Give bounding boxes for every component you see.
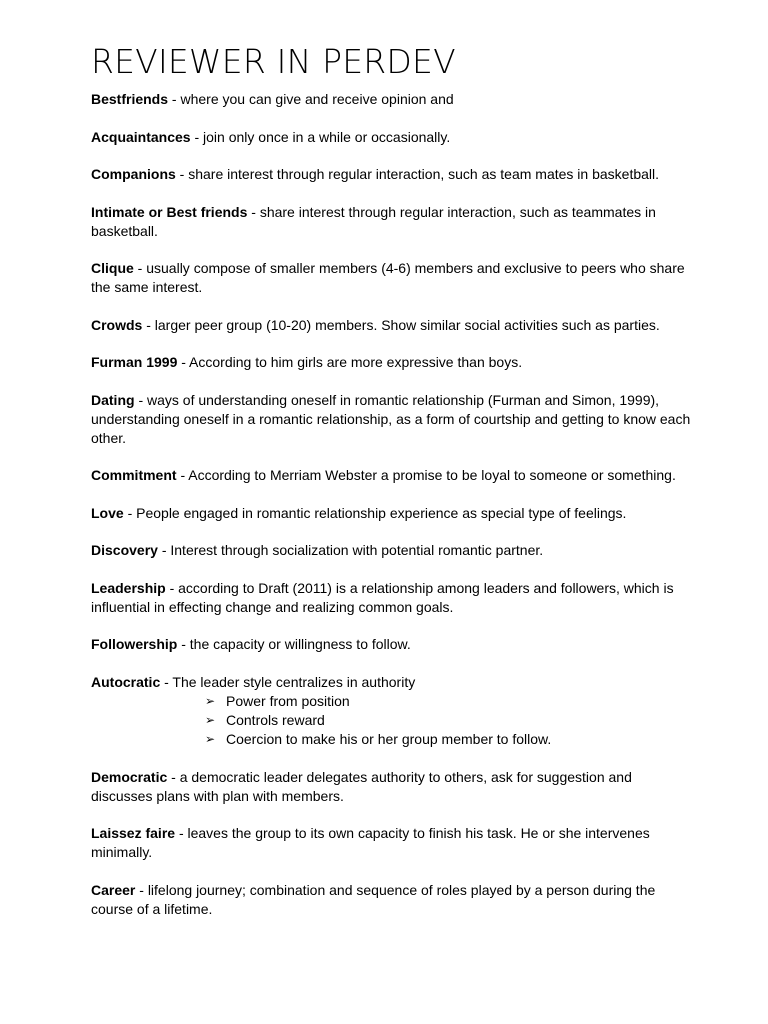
entry-term: Followership [91, 636, 178, 652]
entry-furman [91, 353, 691, 372]
entry-autocratic-line [91, 673, 691, 692]
entry-acquaintances [91, 128, 691, 147]
list-item [205, 730, 691, 749]
entry-term: Companions [91, 166, 176, 182]
entry-autocratic [91, 673, 691, 750]
entry-companions [91, 165, 691, 184]
entry-dating [91, 391, 691, 448]
entry-term: Leadership [91, 579, 166, 596]
entry-definition: - The leader style centralizes in authority [160, 673, 416, 690]
entry-definition: - leaves the group to its own capacity to finish his task. He or she intervenes minimally. [91, 825, 650, 861]
entry-term: Love [91, 504, 124, 521]
entry-definition: - lifelong journey; combination and sequence of roles played by a person during the course of a lifetime. [91, 881, 656, 917]
entry-term: Discovery [91, 542, 158, 558]
list-item [205, 711, 691, 730]
entry-definition: - join only once in a while or occasionally. [190, 128, 451, 145]
list-item [205, 692, 691, 711]
entry-followership [91, 635, 691, 654]
entry-definition: - Interest through socialization with potential romantic partner. [157, 542, 544, 558]
entry-leadership [91, 579, 691, 617]
entry-term: Crowds [91, 316, 143, 333]
autocratic-bullet-list [91, 692, 691, 750]
list-item-text: Controls reward [226, 711, 325, 728]
entry-term: Furman 1999 [91, 354, 178, 370]
entry-term: Career [91, 881, 136, 898]
entry-term: Dating [91, 391, 135, 408]
entry-commitment [91, 466, 691, 485]
arrow-bullet-icon: ➢ [205, 693, 216, 708]
entry-discovery [91, 541, 691, 560]
entry-definition: - larger peer group (10-20) members. Show similar social activities such as parties. [142, 316, 660, 333]
entry-term: Intimate or Best friends [91, 203, 248, 220]
entry-definition: - share interest through regular interaction, such as team mates in basketball. [175, 166, 660, 182]
entry-laissez-faire [91, 824, 691, 862]
entry-definition: - According to him girls are more expressive than boys. [177, 354, 523, 370]
entry-intimate-friends [91, 203, 691, 241]
entry-term: Clique [91, 260, 134, 276]
list-item-text: Power from position [226, 692, 350, 709]
entry-term: Autocratic [91, 673, 161, 690]
entry-bestfriends [91, 90, 691, 109]
entry-definition: - People engaged in romantic relationship experience as special type of feelings. [123, 504, 627, 521]
entry-definition: - usually compose of smaller members (4-6) members and exclusive to peers who share the same interest. [91, 260, 685, 295]
entry-term: Laissez faire [91, 825, 176, 842]
entry-definition: - the capacity or willingness to follow. [177, 636, 411, 652]
entry-term: Acquaintances [91, 128, 191, 145]
entry-democratic [91, 768, 691, 806]
entry-definition: - where you can give and receive opinion and [168, 91, 454, 107]
entry-definition: - According to Merriam Webster a promise to be loyal to someone or something. [176, 467, 676, 483]
entry-term: Bestfriends [91, 91, 169, 107]
entry-term: Democratic [91, 768, 168, 785]
document-page [91, 40, 691, 937]
entry-definition: - share interest through regular interaction, such as teammates in basketball. [91, 203, 656, 239]
list-item-text: Coercion to make his or her group member to follow. [226, 731, 552, 748]
entry-term: Commitment [91, 467, 177, 483]
entry-definition: - a democratic leader delegates authority to others, ask for suggestion and discusses plans with plan with members. [91, 768, 632, 804]
document-title: REVIEWER IN PERDEV [91, 42, 456, 81]
arrow-bullet-icon: ➢ [205, 732, 216, 747]
arrow-bullet-icon: ➢ [205, 712, 216, 727]
entry-crowds [91, 316, 691, 335]
entry-career [91, 881, 691, 919]
entry-love [91, 504, 691, 523]
entry-definition: - ways of understanding oneself in romantic relationship (Furman and Simon, 1999), understanding oneself in a romantic relationship, as a form of courtship and getting to know each other. [91, 391, 691, 446]
entry-clique [91, 259, 691, 297]
entry-definition: - according to Draft (2011) is a relationship among leaders and followers, which is influential in effecting change and realizing common goals. [91, 579, 674, 615]
